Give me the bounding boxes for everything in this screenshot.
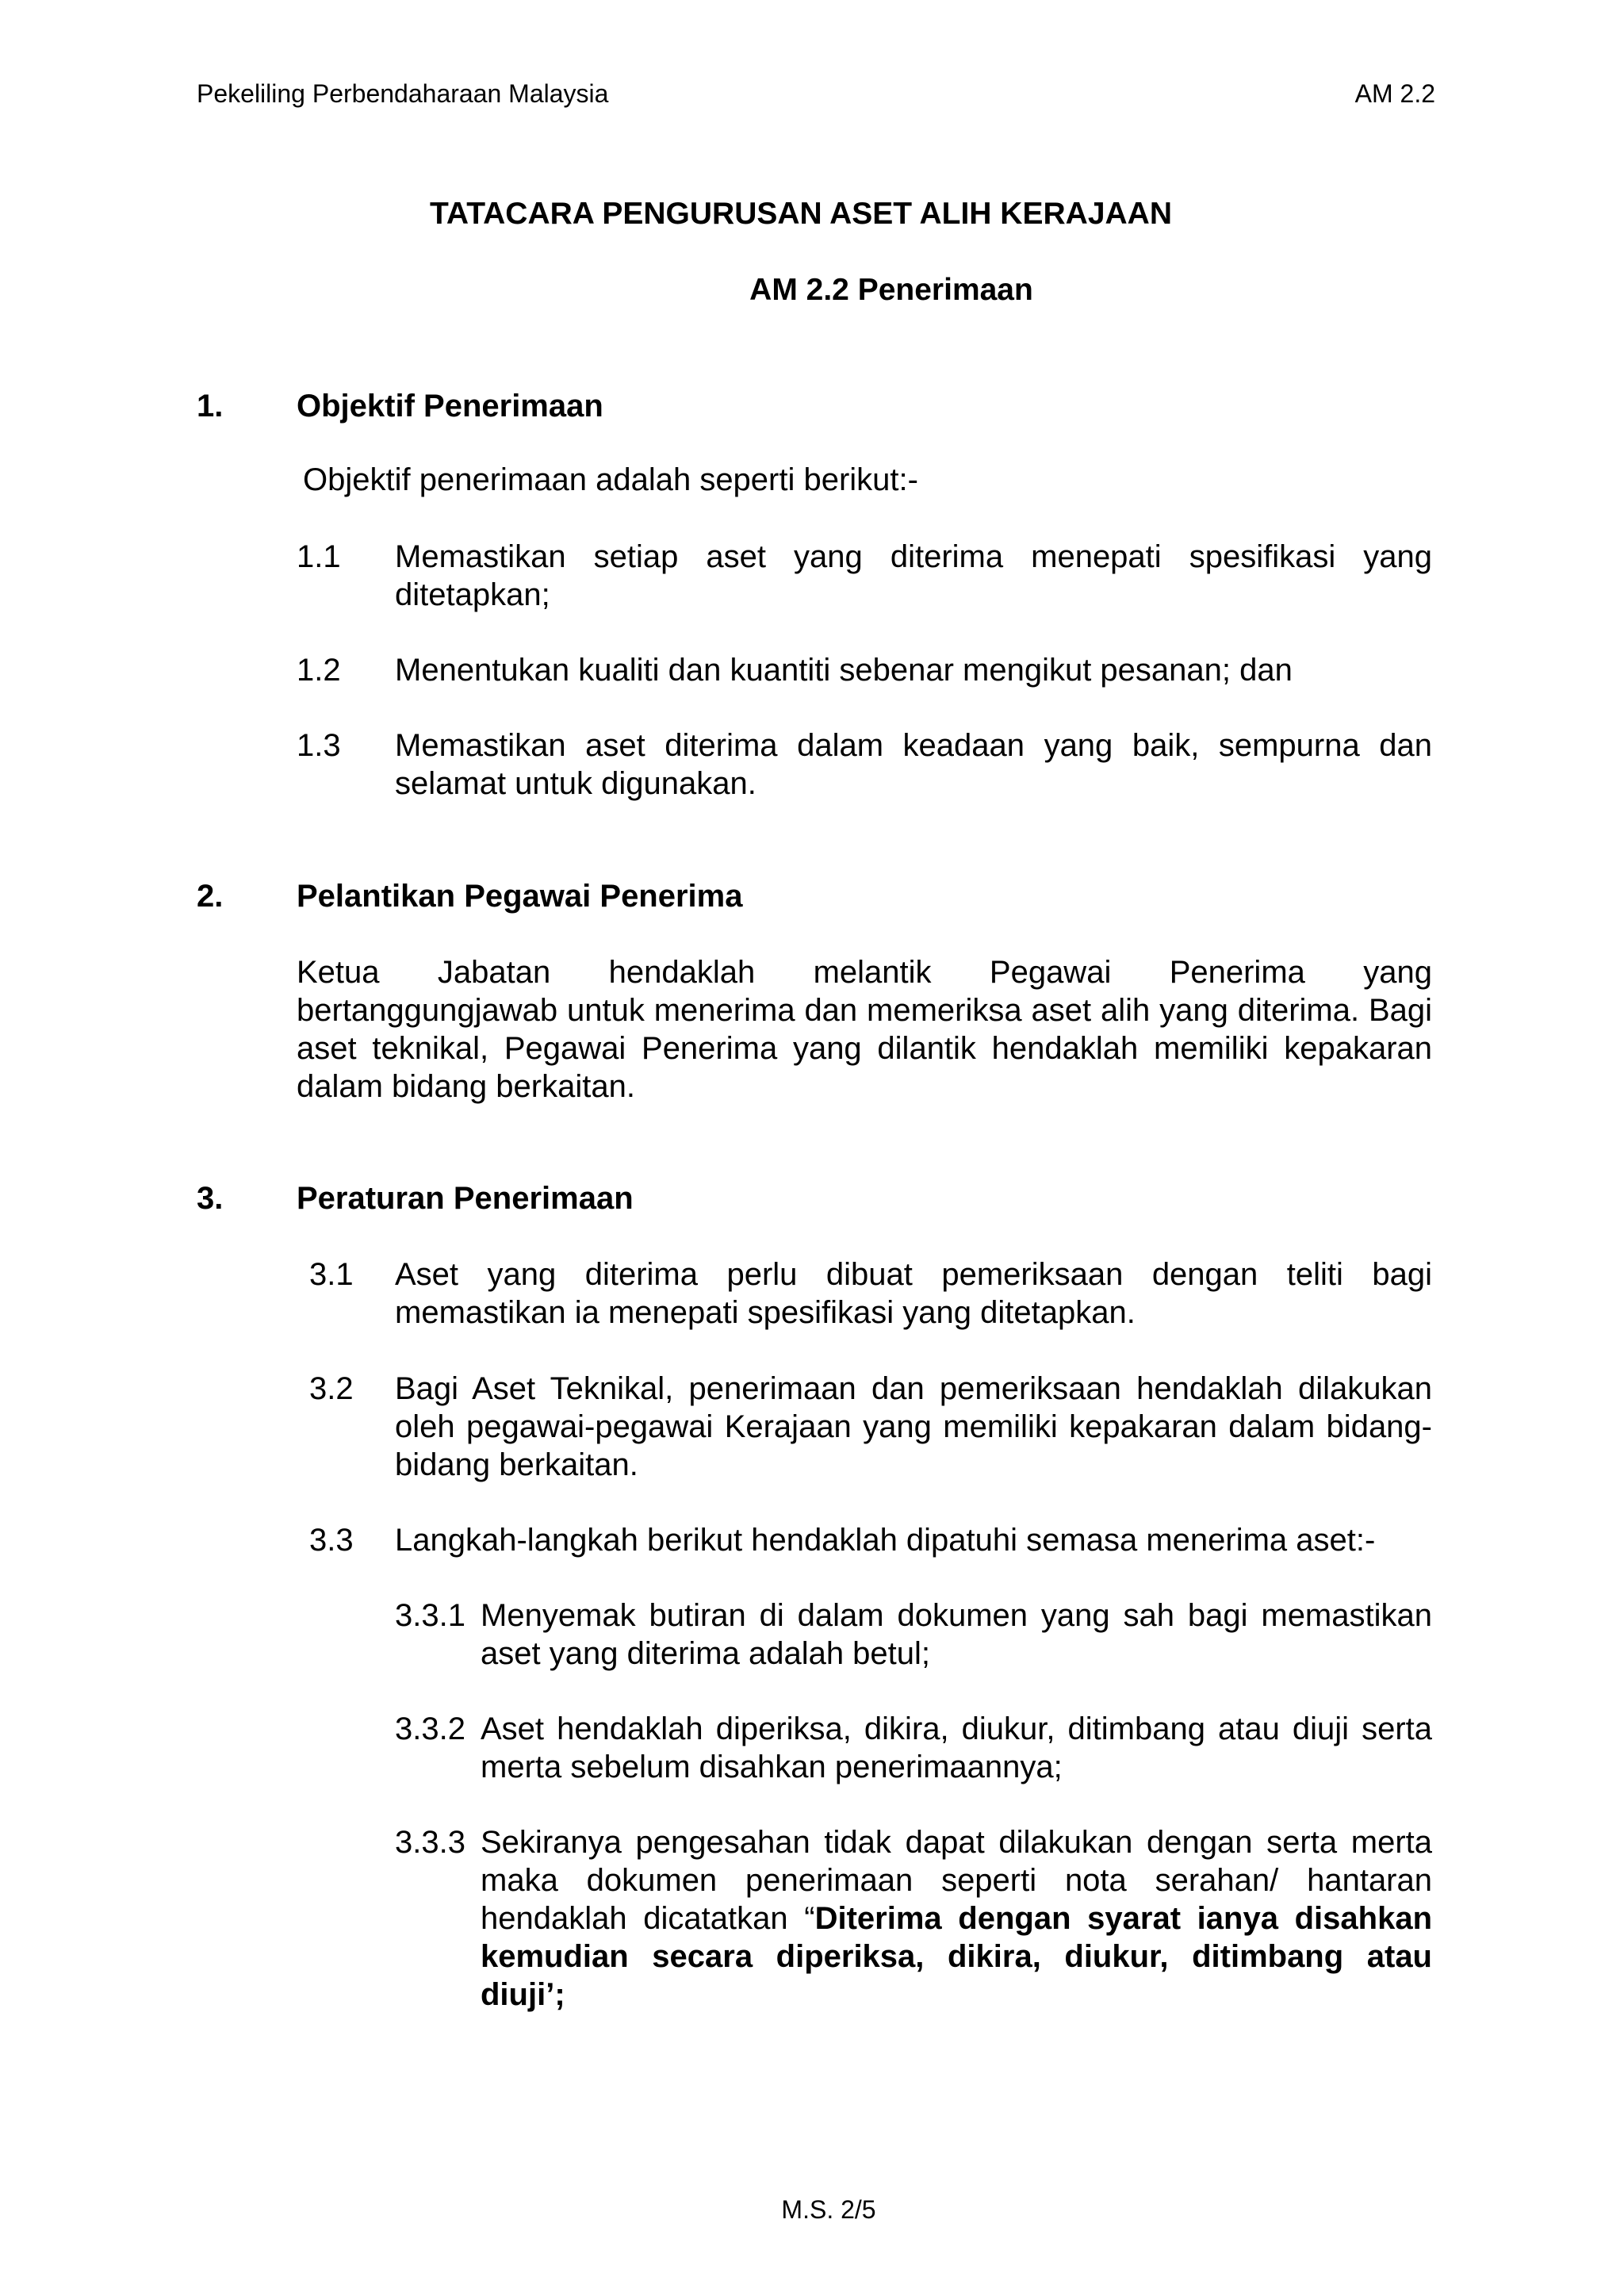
item-number: 1.1: [297, 539, 341, 574]
item-number: 3.2: [309, 1371, 354, 1406]
item-text: Memastikan aset diterima dalam keadaan yang baik, sempurna dan selamat untuk digunakan.: [395, 728, 1432, 801]
section-number: 1.: [197, 389, 224, 424]
item-text: Menyemak butiran di dalam dokumen yang sah bagi memastikan aset yang diterima adalah betul;: [481, 1598, 1432, 1671]
header-left: Pekeliling Perbendaharaan Malaysia: [197, 79, 609, 108]
item-text: Bagi Aset Teknikal, penerimaan dan pemeriksaan hendaklah dilakukan oleh pegawai-pegawai Kerajaan yang memiliki kepakaran dalam bidang-bidang berkaitan.: [395, 1371, 1432, 1482]
section-1-intro: Objektif penerimaan adalah seperti berikut:-: [303, 462, 918, 497]
paragraph-rest: bertanggungjawab untuk menerima dan memeriksa aset alih yang diterima. Bagi aset teknikal, Pegawai Penerima yang dilantik hendaklah memiliki kepakaran dalam bidang berkaitan.: [297, 993, 1432, 1104]
paragraph-line-1: Ketua Jabatan hendaklah melantik Pegawai Penerima yang: [297, 955, 1432, 990]
item-number: 1.3: [297, 728, 341, 763]
header-right: AM 2.2: [1354, 79, 1435, 108]
item-number: 3.1: [309, 1257, 354, 1292]
page-number: M.S. 2/5: [781, 2195, 876, 2224]
item-number: 3.3.3: [395, 1825, 465, 1860]
item-text: Memastikan setiap aset yang diterima menepati spesifikasi yang ditetapkan;: [395, 539, 1432, 612]
item-text: Menentukan kualiti dan kuantiti sebenar mengikut pesanan; dan: [395, 653, 1293, 688]
section-title: Pelantikan Pegawai Penerima: [297, 879, 743, 914]
item-number: 3.3: [309, 1523, 354, 1558]
document-title: TATACARA PENGURUSAN ASET ALIH KERAJAAN: [430, 197, 1172, 231]
document-subtitle: AM 2.2 Penerimaan: [749, 273, 1033, 307]
section-title: Objektif Penerimaan: [297, 389, 603, 424]
section-number: 3.: [197, 1181, 224, 1216]
item-text-bold: Diterima dengan syarat ianya disahkan kemudian secara diperiksa, dikira, diukur, ditimbang atau diuji’;: [481, 1901, 1433, 2012]
item-number: 3.3.1: [395, 1598, 465, 1633]
item-text: [481, 1823, 1432, 2014]
item-number: 3.3.2: [395, 1711, 465, 1746]
item-text: Aset hendaklah diperiksa, dikira, diukur, ditimbang atau diuji serta merta sebelum disahkan penerimaannya;: [481, 1711, 1432, 1784]
section-number: 2.: [197, 879, 224, 914]
item-number: 1.2: [297, 653, 341, 688]
item-text: Langkah-langkah berikut hendaklah dipatuhi semasa menerima aset:-: [395, 1523, 1376, 1558]
section-2-paragraph: [297, 953, 1432, 1106]
item-text: Aset yang diterima perlu dibuat pemeriksaan dengan teliti bagi memastikan ia menepati spesifikasi yang ditetapkan.: [395, 1257, 1432, 1330]
item-text-plain: Sekiranya pengesahan tidak dapat dilakukan dengan serta merta maka dokumen penerimaan seperti nota serahan/ hantaran hendaklah dicatatkan “: [481, 1825, 1432, 1936]
section-title: Peraturan Penerimaan: [297, 1181, 634, 1216]
